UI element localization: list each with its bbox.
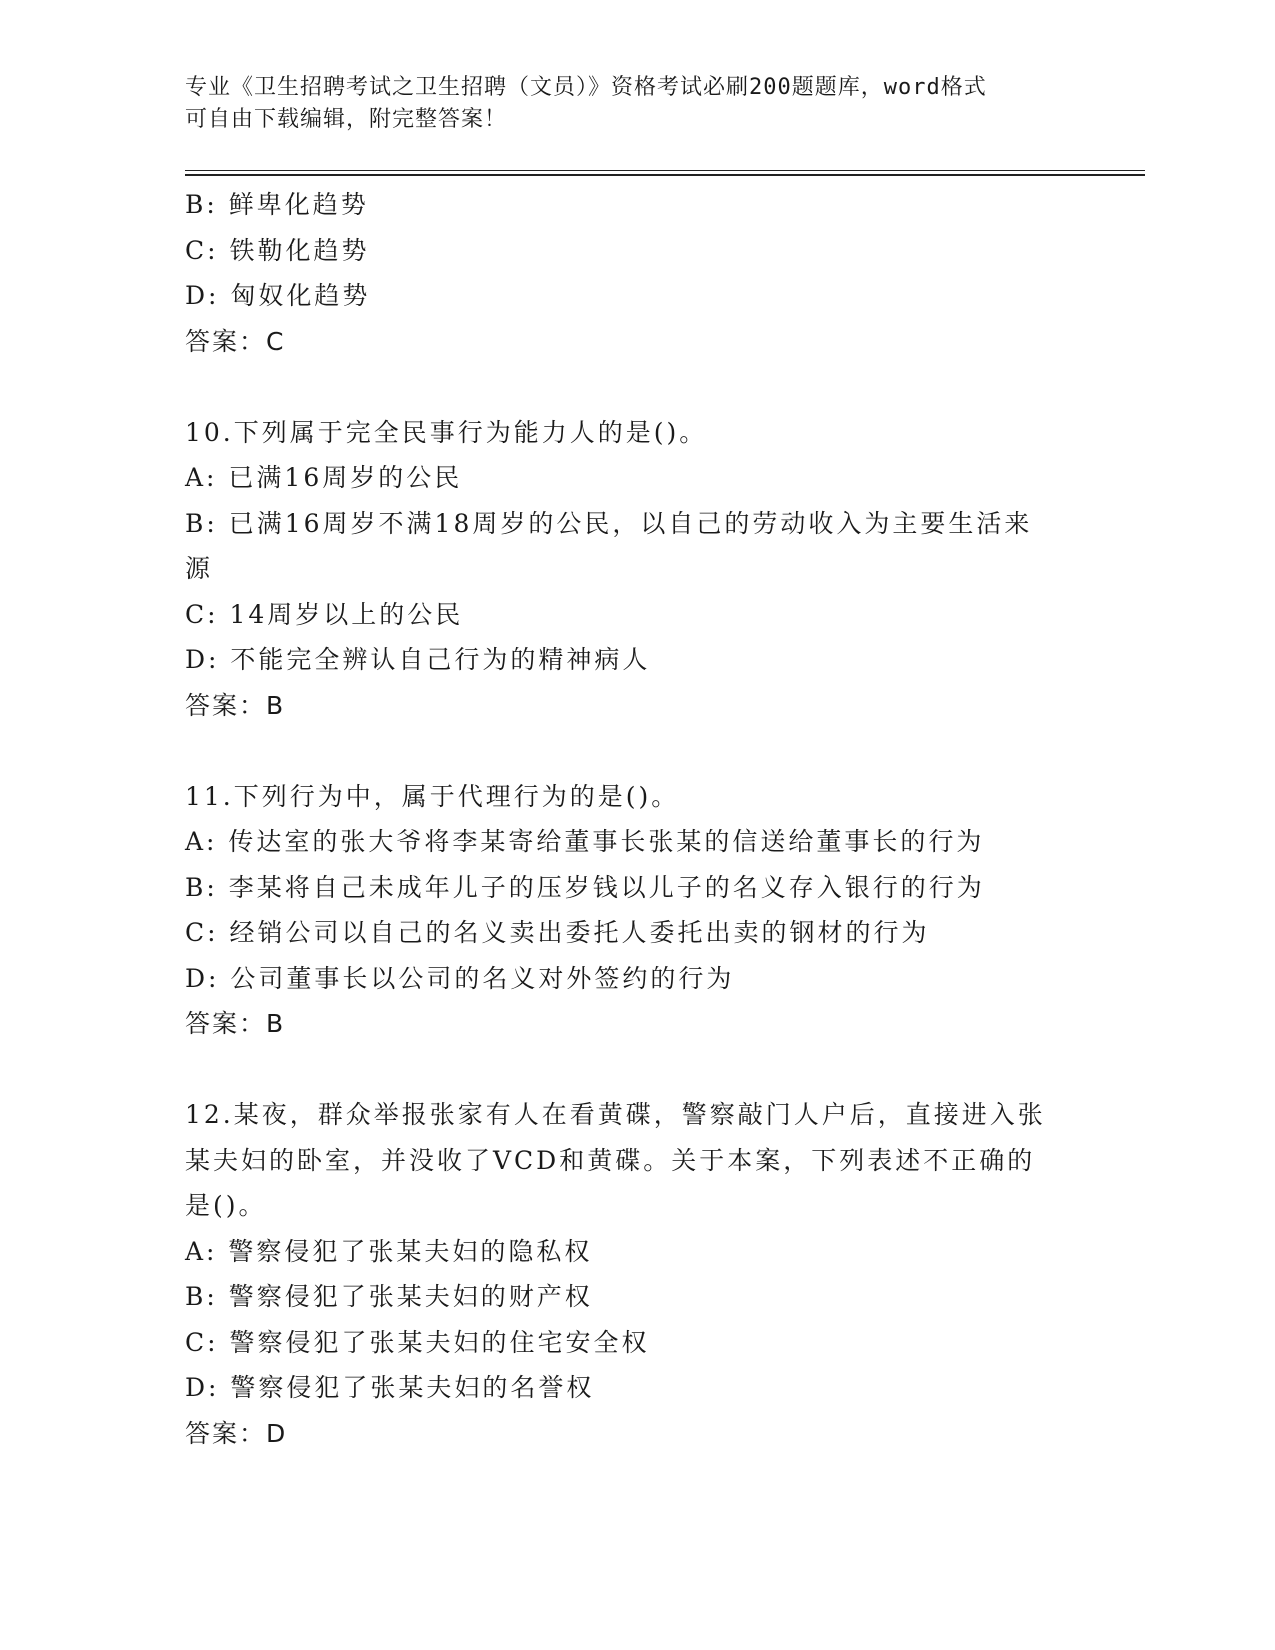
spacer	[185, 1047, 1065, 1093]
answer: 答案：C	[185, 326, 286, 356]
answer: 答案：D	[185, 1418, 288, 1448]
spacer	[185, 364, 1065, 410]
answer: 答案：B	[185, 690, 286, 720]
option-d: D: 不能完全辨认自己行为的精神病人	[185, 645, 651, 674]
option-b: B: 鲜卑化趋势	[185, 190, 369, 219]
option-b: B: 已满16周岁不满18周岁的公民，以自己的劳动收入为主要生活来	[185, 508, 1033, 538]
answer: 答案：B	[185, 1009, 286, 1038]
document-page	[185, 72, 1145, 1456]
option-c: C: 铁勒化趋势	[185, 235, 370, 265]
header-divider	[185, 170, 1145, 176]
option-a: A: 传达室的张大爷将李某寄给董事长张某的信送给董事长的行为	[185, 827, 985, 856]
document-header	[185, 72, 1065, 136]
option-a: A: 已满16周岁的公民	[185, 463, 463, 492]
spacer	[185, 728, 1065, 774]
question-12	[185, 1092, 1065, 1456]
question-stem-line-1: 12.某夜，群众举报张家有人在看黄碟，警察敲门人户后，直接进入张	[185, 1100, 1046, 1129]
option-d: D: 公司董事长以公司的名义对外签约的行为	[185, 963, 735, 993]
question-10	[185, 410, 1065, 729]
option-b: B: 李某将自己未成年儿子的压岁钱以儿子的名义存入银行的行为	[185, 872, 985, 902]
option-b-continued: 源	[185, 554, 214, 583]
header-line-1: 专业《卫生招聘考试之卫生招聘（文员）》资格考试必刷200题题库，word格式	[185, 75, 987, 100]
question-list	[185, 182, 1065, 1456]
option-a: A: 警察侵犯了张某夫妇的隐私权	[185, 1236, 593, 1266]
question-stem-line-2: 某夫妇的卧室，并没收了VCD和黄碟。关于本案，下列表述不正确的	[185, 1145, 1036, 1175]
question-stem-line-3: 是()。	[185, 1191, 267, 1220]
option-d: D: 警察侵犯了张某夫妇的名誉权	[185, 1373, 595, 1402]
option-c: C: 经销公司以自己的名义卖出委托人委托出卖的钢材的行为	[185, 918, 930, 947]
question-9-continued	[185, 182, 1065, 364]
question-stem: 11.下列行为中，属于代理行为的是()。	[185, 781, 680, 811]
option-b: B: 警察侵犯了张某夫妇的财产权	[185, 1282, 593, 1311]
question-11	[185, 774, 1065, 1047]
question-stem: 10.下列属于完全民事行为能力人的是()。	[185, 417, 708, 447]
option-c: C: 14周岁以上的公民	[185, 599, 464, 629]
header-line-2: 可自由下载编辑，附完整答案！	[185, 107, 508, 132]
option-c: C: 警察侵犯了张某夫妇的住宅安全权	[185, 1327, 650, 1357]
option-d: D: 匈奴化趋势	[185, 281, 371, 310]
